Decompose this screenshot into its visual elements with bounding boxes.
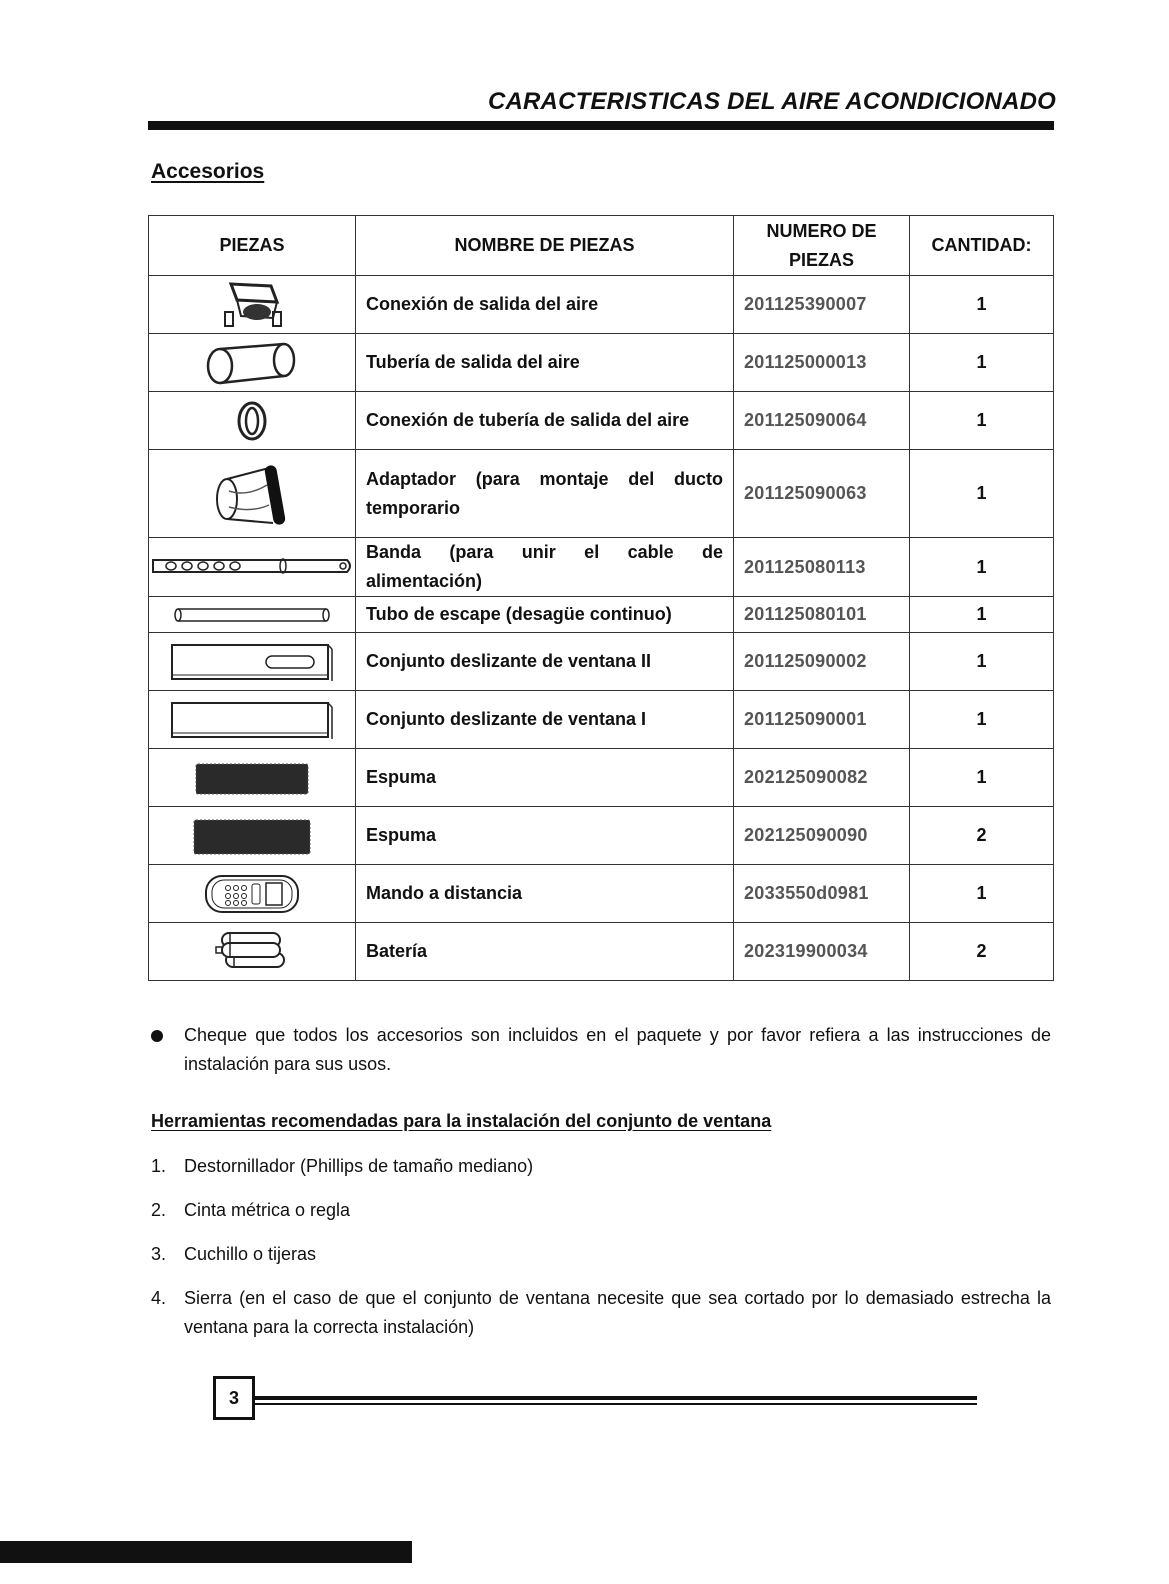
window-slider-i-icon xyxy=(149,691,356,749)
tools-list xyxy=(151,1152,1051,1357)
part-name: Banda (para unir el cable de alimentación) xyxy=(356,538,734,597)
part-quantity: 1 xyxy=(910,392,1054,450)
part-number: 201125080113 xyxy=(734,538,910,597)
part-name: Mando a distancia xyxy=(356,865,734,923)
list-item-number: 1. xyxy=(151,1156,167,1176)
part-name: Conexión de tubería de salida del aire xyxy=(356,392,734,450)
part-name: Adaptador (para montaje del ducto temporario xyxy=(356,450,734,538)
part-name: Conjunto deslizante de ventana II xyxy=(356,633,734,691)
part-quantity: 1 xyxy=(910,334,1054,392)
footer-rule-thin xyxy=(255,1403,977,1405)
list-item-text: Cuchillo o tijeras xyxy=(184,1244,317,1264)
list-item-number: 2. xyxy=(151,1200,167,1220)
part-number: 201125090064 xyxy=(734,392,910,450)
accessories-table xyxy=(148,215,1054,981)
part-name: Conjunto deslizante de ventana I xyxy=(356,691,734,749)
part-quantity: 1 xyxy=(910,276,1054,334)
part-quantity: 1 xyxy=(910,538,1054,597)
table-row xyxy=(149,450,1054,538)
accessories-note-text: Cheque que todos los accesorios son incluidos en el paquete y por favor refiera a las instrucciones de instalación para sus usos. xyxy=(184,1025,1051,1074)
part-quantity: 1 xyxy=(910,691,1054,749)
table-row xyxy=(149,276,1054,334)
part-number: 2033550d0981 xyxy=(734,865,910,923)
part-quantity: 2 xyxy=(910,923,1054,981)
part-quantity: 1 xyxy=(910,597,1054,633)
pipe-connector-ring-icon xyxy=(149,392,356,450)
part-number: 202319900034 xyxy=(734,923,910,981)
part-name: Conexión de salida del aire xyxy=(356,276,734,334)
scan-edge-bar xyxy=(0,1541,412,1563)
table-row xyxy=(149,865,1054,923)
part-quantity: 1 xyxy=(910,865,1054,923)
duct-adapter-icon xyxy=(149,450,356,538)
part-quantity: 1 xyxy=(910,450,1054,538)
air-outlet-connector-icon xyxy=(149,276,356,334)
part-name: Espuma xyxy=(356,807,734,865)
part-name: Batería xyxy=(356,923,734,981)
cable-band-icon xyxy=(149,538,356,597)
column-header-piezas: PIEZAS xyxy=(149,216,356,276)
header-rule xyxy=(148,121,1054,130)
accessories-note xyxy=(151,1021,1051,1079)
table-row xyxy=(149,334,1054,392)
battery-icon xyxy=(149,923,356,981)
part-number: 202125090090 xyxy=(734,807,910,865)
list-item xyxy=(151,1240,1051,1269)
part-number: 201125080101 xyxy=(734,597,910,633)
table-header-row xyxy=(149,216,1054,276)
part-name: Tubo de escape (desagüe continuo) xyxy=(356,597,734,633)
part-number: 202125090082 xyxy=(734,749,910,807)
column-header-numero xyxy=(734,216,910,276)
page-number: 3 xyxy=(213,1376,255,1420)
list-item-text: Destornillador (Phillips de tamaño mediano) xyxy=(184,1156,534,1176)
list-item-text: Cinta métrica o regla xyxy=(184,1200,351,1220)
section-title: Accesorios xyxy=(151,160,265,183)
footer-rule xyxy=(255,1396,977,1400)
column-header-cantidad: CANTIDAD: xyxy=(910,216,1054,276)
part-number: 201125000013 xyxy=(734,334,910,392)
list-item-number: 4. xyxy=(151,1288,167,1308)
bullet-icon xyxy=(151,1030,163,1042)
part-quantity: 1 xyxy=(910,749,1054,807)
column-header-nombre: NOMBRE DE PIEZAS xyxy=(356,216,734,276)
list-item xyxy=(151,1196,1051,1225)
part-name: Espuma xyxy=(356,749,734,807)
part-number: 201125390007 xyxy=(734,276,910,334)
part-number: 201125090002 xyxy=(734,633,910,691)
table-row xyxy=(149,691,1054,749)
table-row xyxy=(149,392,1054,450)
remote-control-icon xyxy=(149,865,356,923)
drain-tube-icon xyxy=(149,597,356,633)
table-row xyxy=(149,807,1054,865)
page-header-title: CARACTERISTICAS DEL AIRE ACONDICIONADO xyxy=(487,88,1056,115)
list-item xyxy=(151,1152,1051,1181)
table-row xyxy=(149,923,1054,981)
part-number: 201125090001 xyxy=(734,691,910,749)
table-row xyxy=(149,538,1054,597)
tools-section-title: Herramientas recomendadas para la instalación del conjunto de ventana xyxy=(151,1111,772,1131)
foam-icon xyxy=(149,749,356,807)
part-quantity: 1 xyxy=(910,633,1054,691)
part-number: 201125090063 xyxy=(734,450,910,538)
table-row xyxy=(149,749,1054,807)
list-item-number: 3. xyxy=(151,1244,167,1264)
list-item-text: Sierra (en el caso de que el conjunto de ventana necesite que sea cortado por lo demasiado estrecha la ventana para la correcta instalación) xyxy=(184,1288,1051,1337)
air-outlet-pipe-icon xyxy=(149,334,356,392)
part-quantity: 2 xyxy=(910,807,1054,865)
window-slider-ii-icon xyxy=(149,633,356,691)
list-item xyxy=(151,1284,1051,1342)
foam-icon xyxy=(149,807,356,865)
part-name: Tubería de salida del aire xyxy=(356,334,734,392)
column-header-numero-label: NUMERO DE PIEZAS xyxy=(766,220,877,270)
table-row xyxy=(149,633,1054,691)
table-row xyxy=(149,597,1054,633)
